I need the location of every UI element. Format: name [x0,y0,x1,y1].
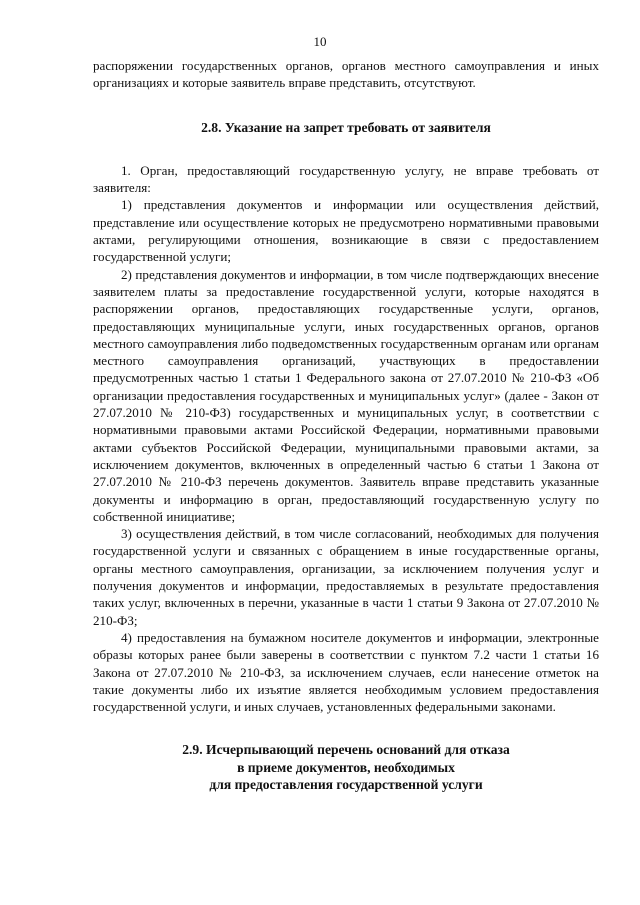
section-2-8-item-3: 3) осуществления действий, в том числе согласований, необходимых для получения государственной услуги и связанных с обращением в иные государственные органы, органы местного самоуправления, организации, за исключением получения услуг и получения документов и информации, предоставляемых в результате предоставления таких услуг, включенных в перечни, указанные в части 1 статьи 9 Закона от 27.07.2010 № 210-ФЗ; [93,526,599,628]
page-content [93,57,599,793]
section-2-8-item-2: 2) представления документов и информации, в том числе подтверждающих внесение заявителем платы за предоставление государственной услуги, которые находятся в распоряжении органов, предоставляющих государственные услуги, органов, предоставляющих муниципальные услуги, иных государственных органов, органов местного самоуправления либо подведомственных государственным органам или органам местного самоуправления организаций, участвующих в предоставлении предусмотренных частью 1 статьи 1 Федерального закона от 27.07.2010 № 210-ФЗ «Об организации предоставления государственных и муниципальных услуг» (далее - Закон от 27.07.2010 № 210-ФЗ) государственных и муниципальных услуг, в соответствии с нормативными правовыми актами Российской Федерации, нормативными правовыми актами субъектов Российской Федерации, муниципальными правовыми актами, за исключением документов, включенных в определенный частью 6 статьи 1 Закона от 27.07.2010 № 210-ФЗ перечень документов. Заявитель вправе представить указанные документы и информацию в орган, предоставляющий государственную услугу по собственной инициативе; [93,266,599,524]
section-2-9-heading-line-2: в приеме документов, необходимых [237,759,455,775]
section-2-9-heading [93,741,599,793]
page-number: 10 [313,34,327,49]
section-2-9-heading-line-1: 2.9. Исчерпывающий перечень оснований для отказа [182,742,510,758]
section-2-8-item-1: 1) представления документов и информации или осуществления действий, представление или осуществление которых не предусмотрено нормативными правовыми актами, регулирующими отношения, возникающие в связи с предоставлением государственной услуги; [93,197,599,265]
section-2-8-paragraph-1: 1. Орган, предоставляющий государственную услугу, не вправе требовать от заявителя: [93,162,599,196]
section-2-8-heading: 2.8. Указание на запрет требовать от заявителя [201,119,491,135]
section-2-8-item-4: 4) предоставления на бумажном носителе документов и информации, электронные образы которых ранее были заверены в соответствии с пунктом 7.2 части 1 статьи 16 Закона от 27.07.2010 № 210-ФЗ, за исключением случаев, если нанесение отметок на такие документы либо их изъятие является необходимым условием предоставления государственной услуги, и иных случаев, установленных федеральными законами. [93,629,599,715]
intro-paragraph: распоряжении государственных органов, органов местного самоуправления и иных организациях и которые заявитель вправе представить, отсутствуют. [93,58,599,91]
section-2-9-heading-line-3: для предоставления государственной услуги [209,776,483,792]
